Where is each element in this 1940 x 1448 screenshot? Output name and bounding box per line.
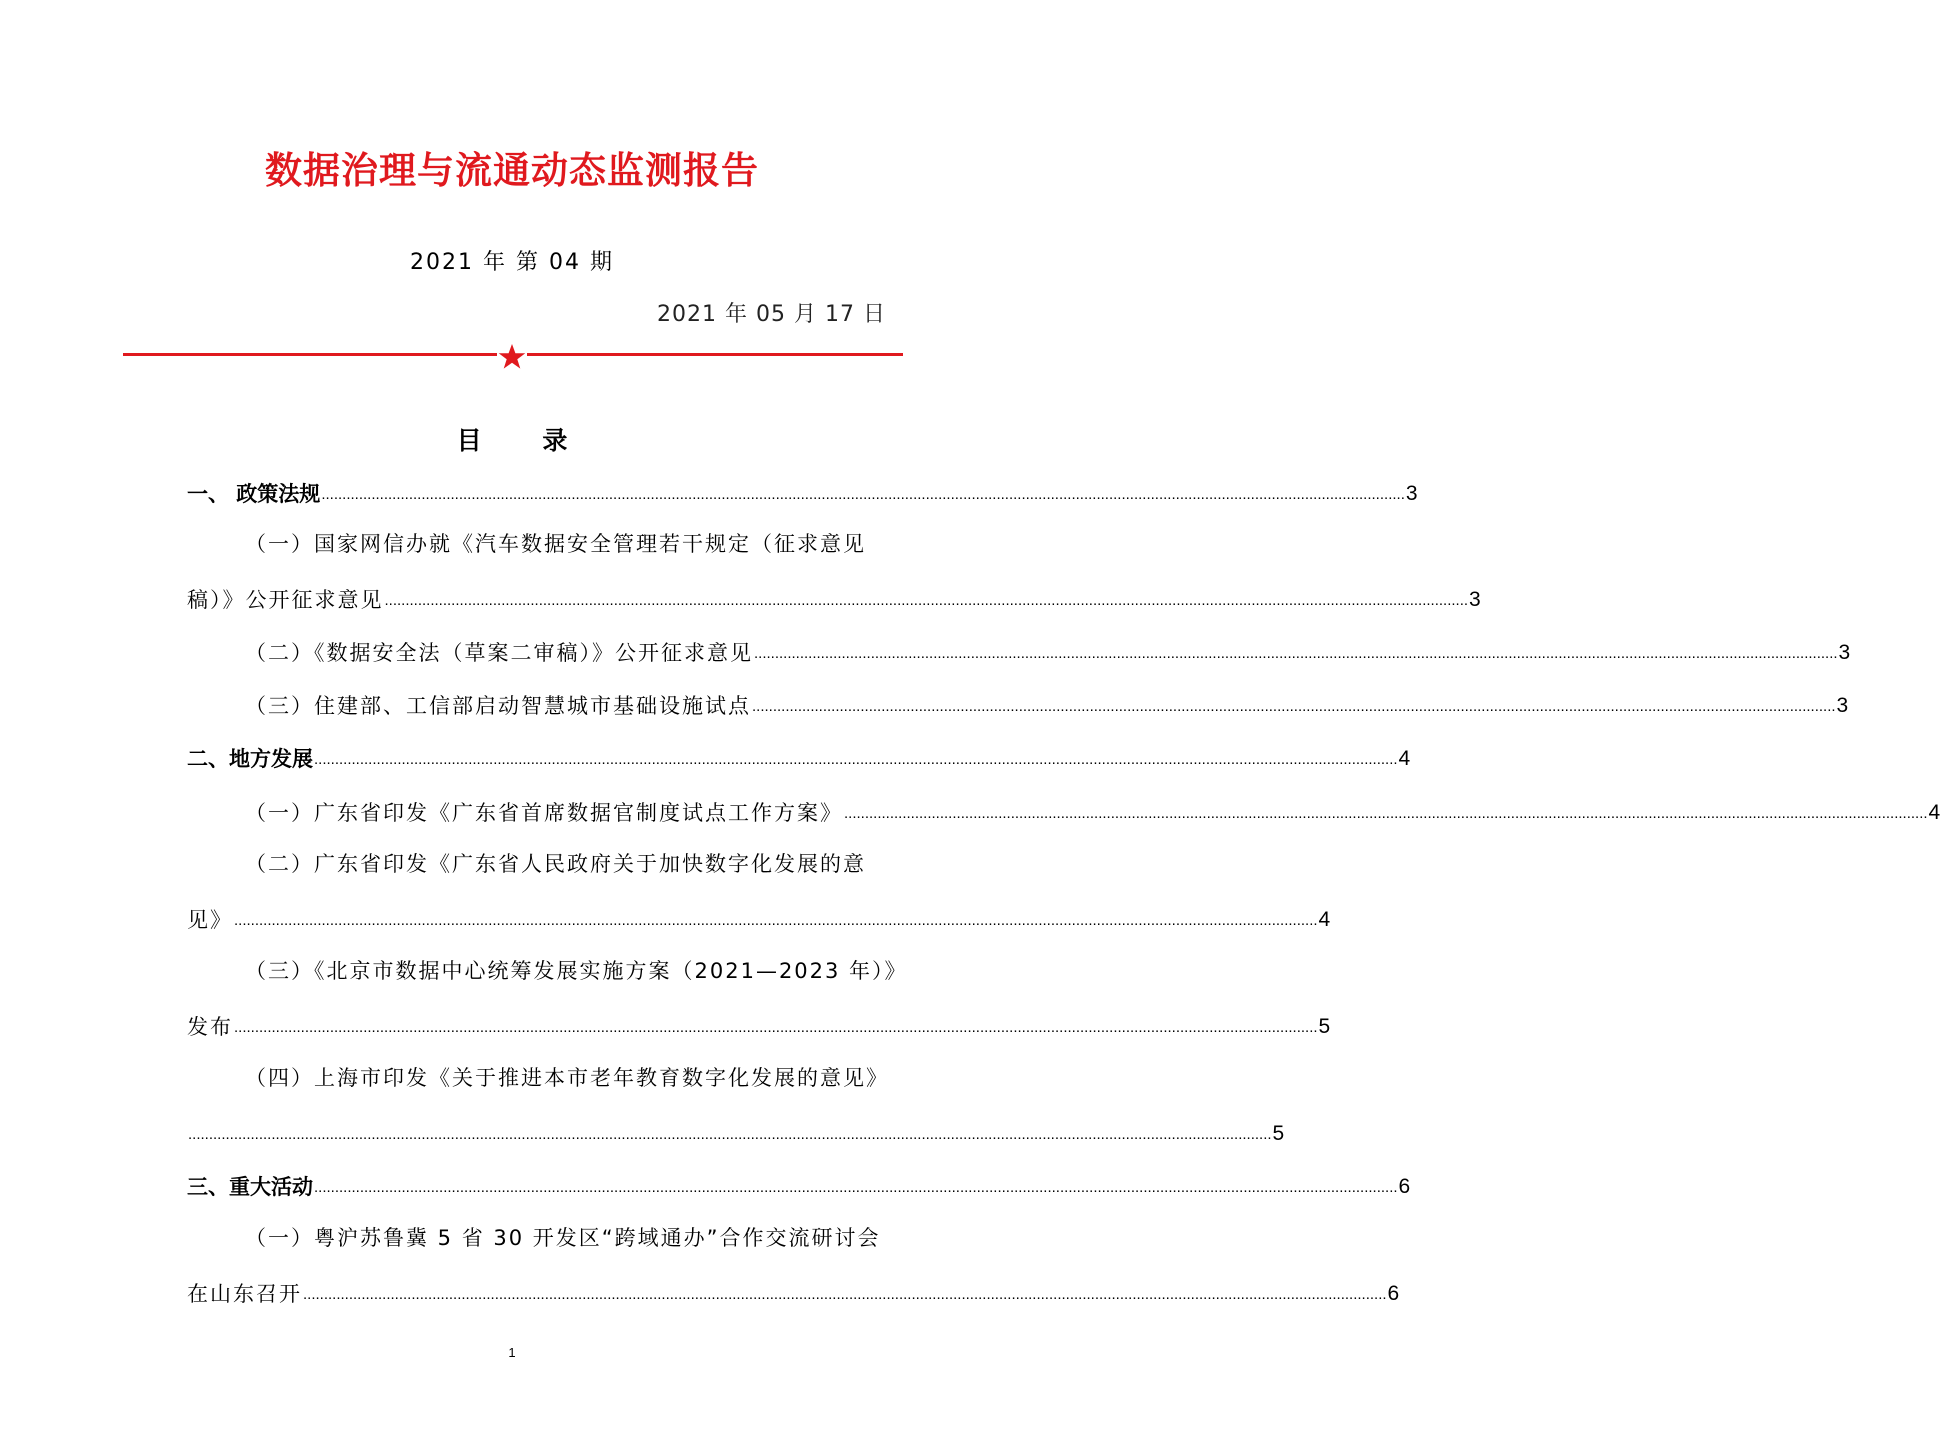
leader-dots: .................................................................................................................................................................................................................................................................... [314,751,1398,768]
toc-entry-page: 3 [1469,588,1481,611]
toc-entry-page: 4 [1318,908,1331,931]
toc-entry-text: 见》 [187,908,233,932]
leader-dots: .................................................................................................................................................................................................................................................................... [234,1019,1318,1036]
toc-entry-10[interactable] [187,1167,1411,1201]
toc-entry-text: 二、地方发展 [187,747,313,771]
toc-entry-2[interactable] [187,580,1481,614]
toc-entry-2-line1[interactable]: （一）国家网信办就《汽车数据安全管理若干规定（征求意见 [245,532,866,556]
leader-dots: .................................................................................................................................................................................................................................................................... [303,1286,1387,1303]
toc-entry-3[interactable] [187,633,1851,667]
toc-entry-page: 5 [1318,1015,1331,1038]
toc-entry-8[interactable] [187,1007,1331,1041]
toc-entry-text: （三）住建部、工信部启动智慧城市基础设施试点 [245,694,751,718]
toc-entry-text: 三、重大活动 [187,1175,313,1199]
toc-entry-page: 4 [1398,747,1411,770]
toc-entry-page: 3 [1836,694,1849,717]
toc-entry-text: 在山东召开 [187,1282,302,1306]
publish-date: 2021 年 05 月 17 日 [657,302,886,327]
toc-entry-5[interactable] [187,739,1411,773]
toc-entry-9-line1[interactable]: （四）上海市印发《关于推进本市老年教育数字化发展的意见》 [245,1066,889,1090]
page-number: 1 [508,1345,516,1360]
issue-number: 2021 年 第 04 期 [410,250,614,275]
toc-entry-1[interactable] [187,474,1418,508]
leader-dots: .................................................................................................................................................................................................................................................................... [844,805,1928,822]
report-title: 数据治理与流通动态监测报告 [265,149,759,192]
toc-entry-text: 发布 [187,1015,233,1039]
leader-dots: .................................................................................................................................................................................................................................................................... [752,698,1836,715]
toc-entry-page: 5 [1272,1122,1285,1145]
leader-dots: .................................................................................................................................................................................................................................................................... [188,1126,1272,1143]
leader-dots: .................................................................................................................................................................................................................................................................... [754,645,1838,662]
leader-dots: .................................................................................................................................................................................................................................................................... [314,1179,1398,1196]
toc-entry-page: 3 [1838,641,1851,664]
toc-entry-text: 稿）》公开征求意见 [187,588,384,612]
leader-dots: .................................................................................................................................................................................................................................................................... [321,486,1405,503]
toc-entry-7-line1[interactable]: （二）广东省印发《广东省人民政府关于加快数字化发展的意 [245,852,866,876]
toc-entry-11-line1[interactable]: （一）粤沪苏鲁冀 5 省 30 开发区“跨域通办”合作交流研讨会 [245,1226,881,1250]
leader-dots: .................................................................................................................................................................................................................................................................... [384,592,1469,609]
toc-entry-page: 3 [1405,482,1418,505]
toc-entry-9[interactable] [187,1114,1285,1148]
toc-entry-7[interactable] [187,900,1331,934]
toc-entry-6[interactable] [187,793,1940,827]
toc-entry-page: 4 [1928,801,1940,824]
star-icon [497,342,527,372]
leader-dots: .................................................................................................................................................................................................................................................................... [234,912,1318,929]
toc-entry-4[interactable] [187,686,1849,720]
toc-heading: 目 录 [456,426,594,455]
toc-entry-text: （一）广东省印发《广东省首席数据官制度试点工作方案》 [245,801,843,825]
toc-entry-11[interactable] [187,1274,1400,1308]
toc-entry-page: 6 [1387,1282,1400,1305]
toc-entry-page: 6 [1398,1175,1411,1198]
toc-entry-text: 一、 政策法规 [187,482,321,506]
toc-entry-text: （二）《数据安全法（草案二审稿）》公开征求意见 [245,641,753,665]
toc-entry-8-line1[interactable]: （三）《北京市数据中心统筹发展实施方案（2021—2023 年）》 [245,959,908,983]
